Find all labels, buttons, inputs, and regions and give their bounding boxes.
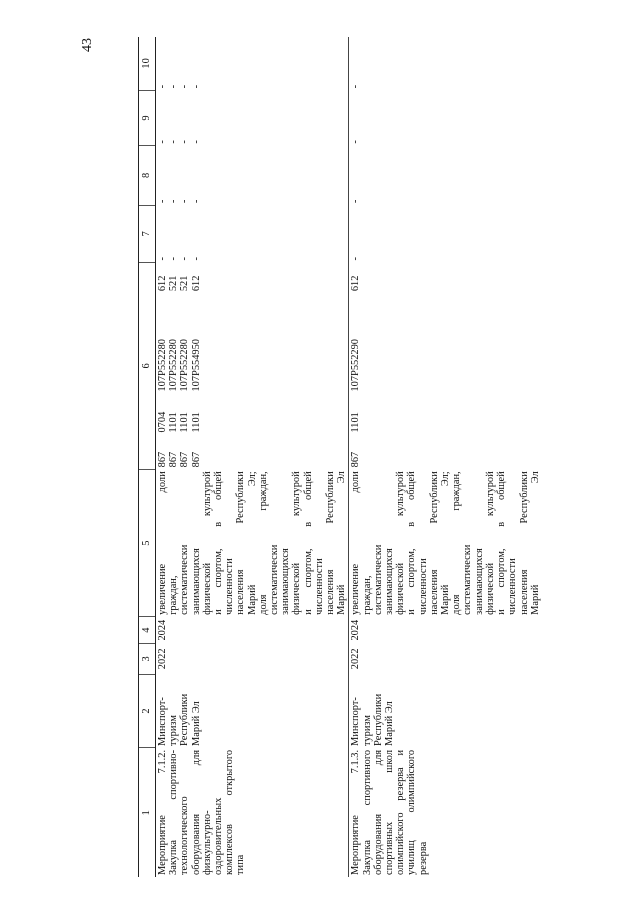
cell-line: 521	[179, 275, 191, 292]
cell-line: физической культурой	[395, 471, 407, 615]
executor-cell	[349, 674, 542, 748]
header-cell: 2	[139, 674, 156, 748]
cell-line: Марий Эл	[529, 471, 541, 615]
cell-line: 107P552280	[168, 339, 180, 392]
cell-line: -	[157, 256, 168, 261]
vr-code-cell	[156, 262, 349, 293]
cell-line: -	[157, 199, 168, 204]
cell-line: резерва	[417, 841, 429, 875]
cell-line: населения Республики	[428, 471, 440, 615]
cell-line: оборудования для	[190, 749, 202, 875]
cell-line: -	[179, 256, 191, 261]
result-cell	[156, 469, 349, 617]
value-col7-cell	[349, 205, 542, 262]
cell-line: 867	[350, 451, 362, 468]
executor-cell	[156, 674, 349, 748]
cell-line: -	[190, 84, 202, 89]
cell-line: -	[157, 84, 168, 89]
cell-line: численности	[313, 558, 325, 615]
header-cell: 6	[139, 262, 156, 469]
cell-line: -	[350, 199, 362, 204]
cell-line: и спортом, в общей	[302, 471, 314, 615]
cell-line: занимающихся	[384, 548, 396, 615]
cell-line: населения Республики	[518, 471, 530, 615]
cell-line: населения Республики	[325, 471, 337, 615]
end-year-cell: 2024	[156, 617, 349, 644]
cell-line: 867	[179, 451, 191, 468]
cell-line: -	[179, 199, 191, 204]
csr-code-cell	[349, 293, 542, 393]
cell-line: граждан,	[168, 575, 180, 615]
cell-line: 1101	[168, 412, 180, 433]
cell-line: физической культурой	[484, 471, 496, 615]
cell-line: комплексов открытого	[224, 749, 236, 875]
cell-line: Марий Эл;	[246, 471, 258, 615]
cell-line: занимающихся	[473, 548, 485, 615]
cell-line: 107P552280	[179, 339, 191, 392]
cell-line: 612	[190, 275, 202, 292]
cell-line: населения Республики	[235, 471, 247, 615]
cell-line: физкультурно-	[201, 810, 213, 875]
cell-line: граждан,	[361, 575, 373, 615]
cell-line: 1101	[179, 412, 191, 433]
header-cell: 4	[139, 617, 156, 644]
cell-line: Марий Эл	[190, 701, 202, 746]
cell-line: -	[168, 199, 180, 204]
cell-line: типа	[235, 854, 247, 875]
cell-line: и спортом, в общей	[496, 471, 508, 615]
cell-line: -	[190, 256, 202, 261]
cell-line: и спортом, в общей	[213, 471, 225, 615]
cell-line: туризм	[361, 715, 373, 746]
cell-line: Минспорт-	[350, 697, 362, 746]
cell-line: занимающихся	[280, 548, 292, 615]
result-cell	[349, 469, 542, 617]
value-col9-cell	[156, 90, 349, 145]
cell-line: систематически	[269, 544, 281, 615]
value-col10-cell	[156, 37, 349, 90]
cell-line: -	[350, 84, 362, 89]
cell-line: численности	[417, 558, 429, 615]
table-row	[349, 37, 542, 877]
cell-line: Закупка спортивно-	[168, 749, 180, 875]
cell-line: и спортом, в общей	[406, 471, 418, 615]
header-cell: 1	[139, 748, 156, 877]
cell-line: увеличение доли	[157, 471, 168, 615]
rzpr-code-cell	[156, 394, 349, 435]
value-col8-cell	[156, 146, 349, 205]
cell-line: 0704	[157, 411, 168, 433]
cell-line: доля граждан,	[257, 471, 269, 615]
header-cell: 10	[139, 37, 156, 90]
header-cell: 3	[139, 643, 156, 674]
cell-line: -	[190, 199, 202, 204]
value-col8-cell	[349, 146, 542, 205]
cell-line: -	[190, 140, 202, 144]
value-col10-cell	[349, 37, 542, 90]
cell-line: доля граждан,	[451, 471, 463, 615]
value-col9-cell	[349, 90, 542, 145]
grbs-code-cell	[156, 435, 349, 470]
cell-line: 107P552280	[157, 339, 168, 392]
table-row	[156, 37, 349, 877]
cell-line: численности	[224, 558, 236, 615]
cell-line: оздоровительных	[213, 797, 225, 875]
cell-line: 867	[168, 451, 180, 468]
table-header-row	[139, 37, 156, 877]
cell-line: физической культурой	[291, 471, 303, 615]
cell-line: увеличение доли	[350, 471, 362, 615]
cell-line: Закупка спортивного	[361, 749, 373, 875]
cell-line: Республики	[179, 693, 191, 746]
cell-line: 867	[157, 451, 168, 468]
rzpr-code-cell	[349, 394, 542, 435]
cell-line: 867	[190, 451, 202, 468]
cell-line: училищ олимпийского	[406, 749, 418, 875]
cell-line: -	[350, 256, 362, 261]
cell-line: Минспорт-	[157, 697, 168, 746]
value-col7-cell	[156, 205, 349, 262]
end-year-cell: 2024	[350, 619, 362, 641]
event-name-cell	[349, 748, 542, 877]
cell-line: -	[168, 256, 180, 261]
header-cell: 7	[139, 205, 156, 262]
cell-line: 521	[168, 275, 180, 292]
cell-line: 612	[157, 275, 168, 292]
cell-line: систематически	[179, 544, 191, 615]
cell-line: спортивных школ	[384, 749, 396, 875]
start-year-cell: 2022	[156, 643, 349, 674]
cell-line: олимпийского резерва и	[395, 749, 407, 875]
cell-line: Марий Эл	[384, 701, 396, 746]
cell-line: систематически	[372, 544, 384, 615]
cell-line: Республики	[372, 693, 384, 746]
cell-line: -	[157, 140, 168, 144]
cell-line: Мероприятие 7.1.3.	[350, 749, 362, 875]
cell-line: Марий Эл;	[440, 471, 452, 615]
cell-line: занимающихся	[190, 548, 202, 615]
cell-line: 107P554950	[190, 339, 202, 392]
cell-line: 1101	[190, 412, 202, 433]
cell-line: систематически	[462, 544, 474, 615]
cell-line: 107P552290	[350, 339, 362, 392]
cell-line: -	[350, 140, 362, 144]
rotated-table-container	[138, 37, 541, 877]
cell-line: -	[179, 84, 191, 89]
cell-line: оборудования для	[372, 749, 384, 875]
cell-line: 612	[350, 275, 362, 292]
csr-code-cell	[156, 293, 349, 393]
cell-line: туризм	[168, 715, 180, 746]
cell-line: Мероприятие 7.1.2.	[157, 749, 168, 875]
cell-line: -	[168, 84, 180, 89]
header-cell: 9	[139, 90, 156, 145]
cell-line: численности	[507, 558, 519, 615]
cell-line: -	[168, 140, 180, 144]
grbs-code-cell	[349, 435, 542, 470]
start-year-cell: 2022	[350, 648, 362, 670]
cell-line: физической культурой	[201, 471, 213, 615]
budget-table	[138, 37, 542, 877]
cell-line: технологического	[179, 796, 191, 875]
cell-line: -	[179, 140, 191, 144]
page-number: 43	[80, 38, 95, 52]
vr-code-cell	[349, 262, 542, 293]
header-cell: 8	[139, 146, 156, 205]
cell-line: Марий Эл	[336, 471, 348, 615]
cell-line: 1101	[350, 412, 362, 433]
event-name-cell	[156, 748, 349, 877]
header-cell: 5	[139, 469, 156, 617]
